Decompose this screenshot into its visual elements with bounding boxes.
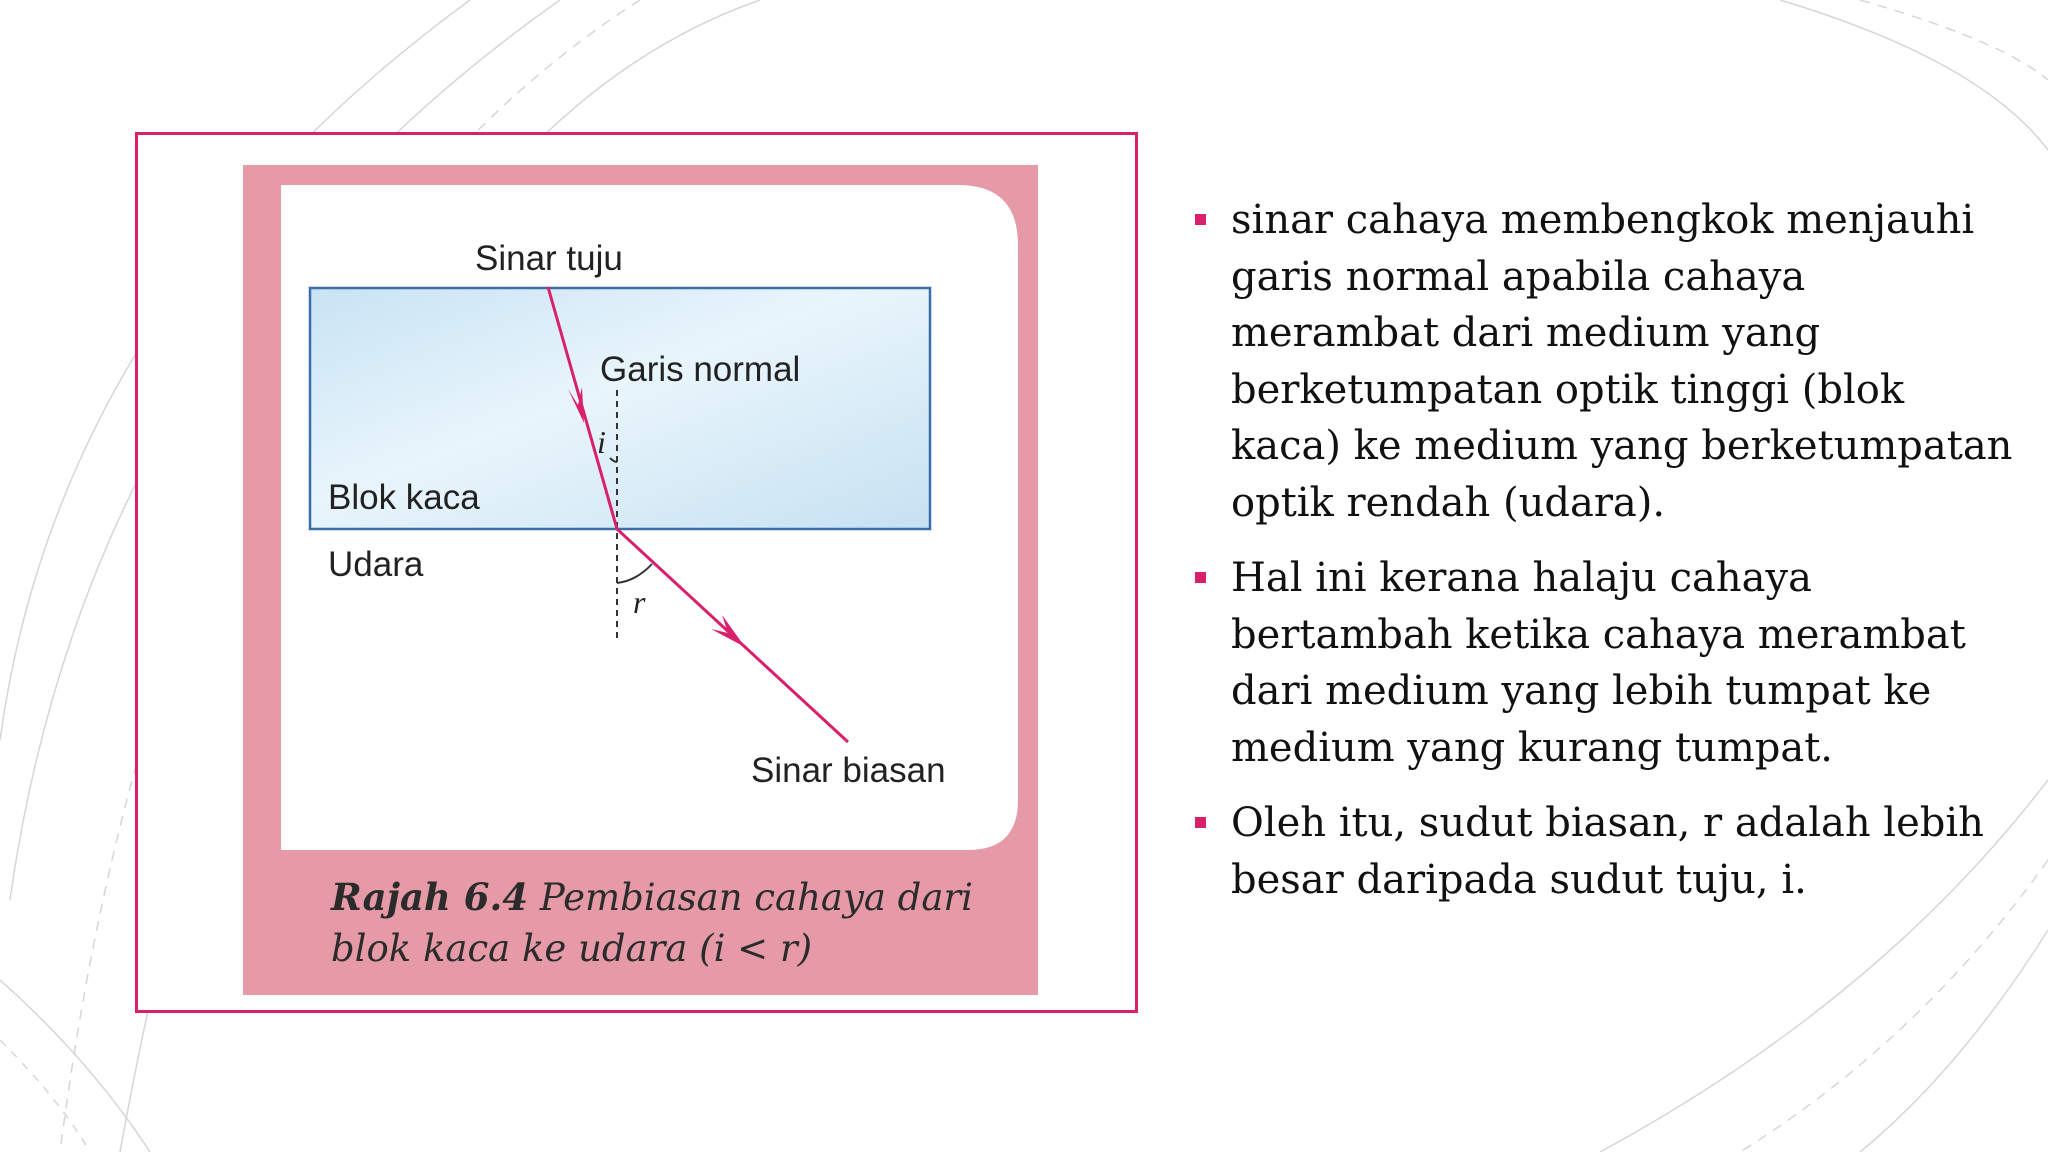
bullet-list — [1188, 192, 2018, 927]
bullet-item: Hal ini kerana halaju cahaya bertambah ketika cahaya merambat dari medium yang lebih tumpat ke medium yang kurang tumpat. — [1188, 550, 2018, 776]
caption-line-2: blok kaca ke udara (i < r) — [331, 927, 813, 970]
label-udara: Udara — [328, 545, 424, 584]
caption-number: Rajah 6.4 — [331, 875, 529, 919]
caption-line-1: Pembiasan cahaya dari — [528, 876, 973, 919]
bullet-item: sinar cahaya membengkok menjauhi garis normal apabila cahaya merambat dari medium yang berketumpatan optik tinggi (blok kaca) ke medium yang berketumpatan optik rendah (udara). — [1188, 192, 2018, 531]
figure-frame — [135, 132, 1138, 1013]
bullet-item: Oleh itu, sudut biasan, r adalah lebih besar daripada sudut tuju, i. — [1188, 795, 2018, 908]
label-angle-i: i — [597, 424, 606, 460]
label-garis-normal: Garis normal — [600, 350, 801, 389]
figure-caption — [331, 872, 1031, 974]
label-sinar-tuju: Sinar tuju — [475, 239, 623, 278]
label-blok-kaca: Blok kaca — [328, 478, 480, 517]
label-sinar-biasan: Sinar biasan — [751, 751, 946, 790]
label-angle-r: r — [633, 584, 646, 620]
